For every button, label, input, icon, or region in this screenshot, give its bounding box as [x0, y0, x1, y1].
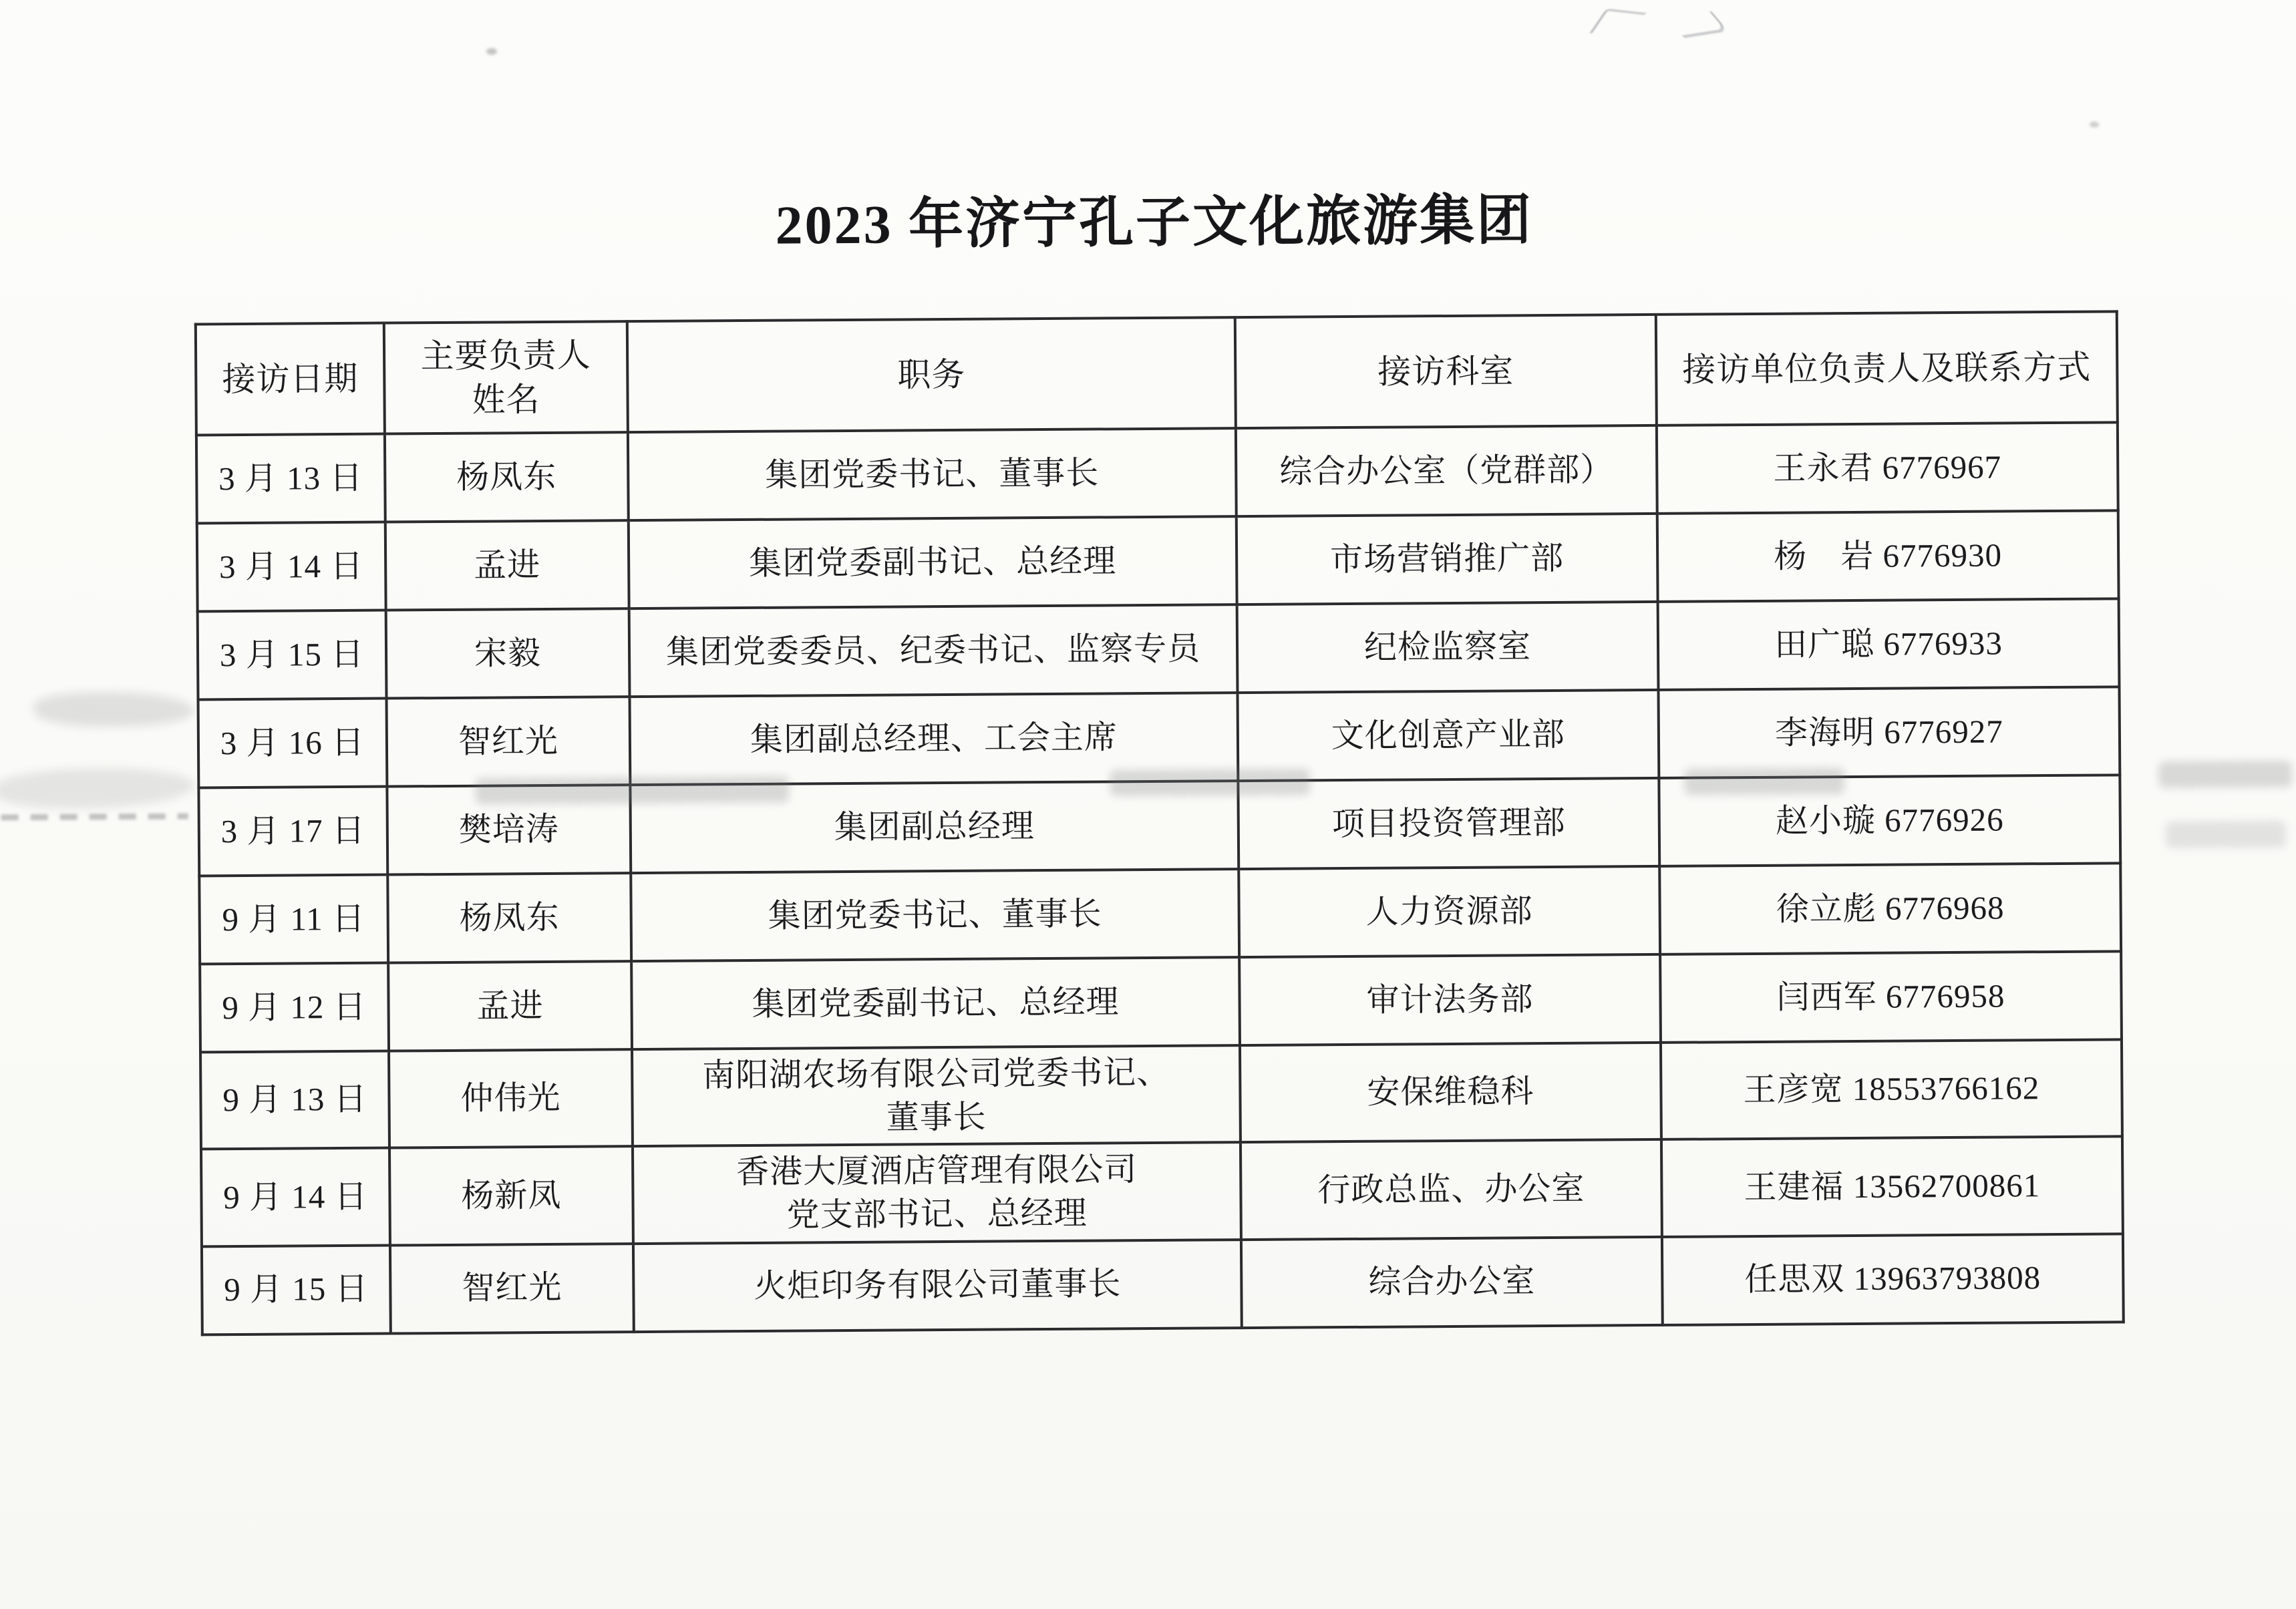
table-row	[201, 1137, 2123, 1246]
cell-reception-date: 3 月 15 日	[198, 610, 387, 700]
cell-position: 集团党委副书记、总经理	[629, 516, 1237, 608]
cell-reception-office: 纪检监察室	[1237, 602, 1659, 693]
cell-reception-office: 市场营销推广部	[1237, 514, 1658, 604]
cell-position: 集团副总经理	[630, 781, 1239, 873]
header-reception-office: 接访科室	[1235, 315, 1657, 428]
cell-responsible-name: 宋毅	[386, 608, 630, 698]
header-position: 职务	[627, 317, 1236, 432]
cell-position: 集团党委副书记、总经理	[631, 957, 1240, 1049]
cell-responsible-name: 仲伟光	[389, 1049, 633, 1148]
table-row	[198, 598, 2120, 699]
cell-unit-contact: 徐立彪 6776968	[1659, 863, 2121, 954]
cell-unit-contact: 闫西军 6776958	[1660, 951, 2122, 1043]
cell-position: 火炬印务有限公司董事长	[633, 1240, 1242, 1332]
cell-reception-date: 9 月 13 日	[200, 1051, 389, 1149]
table-header	[196, 311, 2118, 435]
cell-position: 集团党委委员、纪委书记、监察专员	[629, 604, 1238, 697]
cell-reception-date: 3 月 14 日	[197, 522, 386, 612]
cell-unit-contact: 王彦宽 18553766162	[1661, 1039, 2122, 1139]
cell-reception-office: 项目投资管理部	[1238, 778, 1659, 869]
scan-smudge	[33, 691, 194, 727]
cell-reception-date: 3 月 16 日	[198, 699, 387, 788]
cell-unit-contact: 杨 岩 6776930	[1657, 510, 2119, 602]
table-row	[196, 422, 2118, 523]
cell-position: 南阳湖农场有限公司党委书记、 董事长	[632, 1045, 1241, 1146]
scan-smudge	[1, 814, 188, 821]
cell-reception-date: 3 月 17 日	[198, 787, 387, 876]
cell-reception-date: 9 月 15 日	[202, 1245, 391, 1334]
cell-reception-date: 3 月 13 日	[196, 434, 385, 524]
cell-unit-contact: 任思双 13963793808	[1662, 1234, 2124, 1325]
cell-reception-office: 审计法务部	[1239, 954, 1661, 1045]
header-reception-date: 接访日期	[196, 323, 385, 435]
cell-position: 集团党委书记、董事长	[628, 428, 1237, 520]
page-title: 2023 年济宁孔子文化旅游集团	[775, 190, 1534, 256]
cell-responsible-name: 杨凤东	[385, 432, 629, 522]
cell-reception-date: 9 月 11 日	[199, 875, 388, 964]
cell-reception-date: 9 月 12 日	[200, 963, 389, 1053]
cell-reception-office: 综合办公室（党群部）	[1236, 425, 1657, 516]
scan-smudge	[0, 767, 195, 809]
table-row	[197, 510, 2119, 611]
cell-reception-office: 安保维稳科	[1240, 1043, 1661, 1143]
header-responsible-name: 主要负责人 姓名	[384, 321, 628, 433]
cell-unit-contact: 赵小璇 6776926	[1659, 775, 2120, 866]
cell-unit-contact: 田广聪 6776933	[1658, 598, 2120, 690]
ghost-text-band	[0, 0, 2292, 7]
table-row	[200, 951, 2122, 1052]
cell-position: 集团副总经理、工会主席	[630, 693, 1239, 785]
cell-reception-date: 9 月 14 日	[201, 1148, 390, 1246]
cell-reception-office: 行政总监、办公室	[1241, 1139, 1662, 1240]
cell-responsible-name: 杨新凤	[389, 1146, 633, 1245]
cell-position: 集团党委书记、董事长	[631, 869, 1239, 961]
cell-unit-contact: 李海明 6776927	[1658, 687, 2120, 778]
cell-responsible-name: 智红光	[387, 697, 631, 786]
cell-reception-office: 文化创意产业部	[1237, 690, 1659, 781]
cell-responsible-name: 杨凤东	[387, 873, 631, 962]
cell-reception-office: 综合办公室	[1241, 1237, 1663, 1328]
table-body	[196, 422, 2124, 1334]
cell-responsible-name: 智红光	[390, 1244, 634, 1333]
cell-reception-office: 人力资源部	[1239, 866, 1660, 957]
table-row	[202, 1234, 2124, 1334]
cell-unit-contact: 王建福 13562700861	[1661, 1137, 2123, 1237]
cell-position: 香港大厦酒店管理有限公司 党支部书记、总经理	[633, 1142, 1241, 1243]
table-row	[200, 1039, 2122, 1149]
table-row	[199, 863, 2121, 964]
reception-schedule-table	[194, 310, 2125, 1336]
cell-responsible-name: 樊培涛	[387, 785, 631, 874]
cell-responsible-name: 孟进	[385, 520, 629, 610]
header-unit-contact: 接访单位负责人及联系方式	[1656, 311, 2118, 425]
cell-responsible-name: 孟进	[388, 961, 632, 1051]
cell-unit-contact: 王永君 6776967	[1657, 422, 2118, 514]
